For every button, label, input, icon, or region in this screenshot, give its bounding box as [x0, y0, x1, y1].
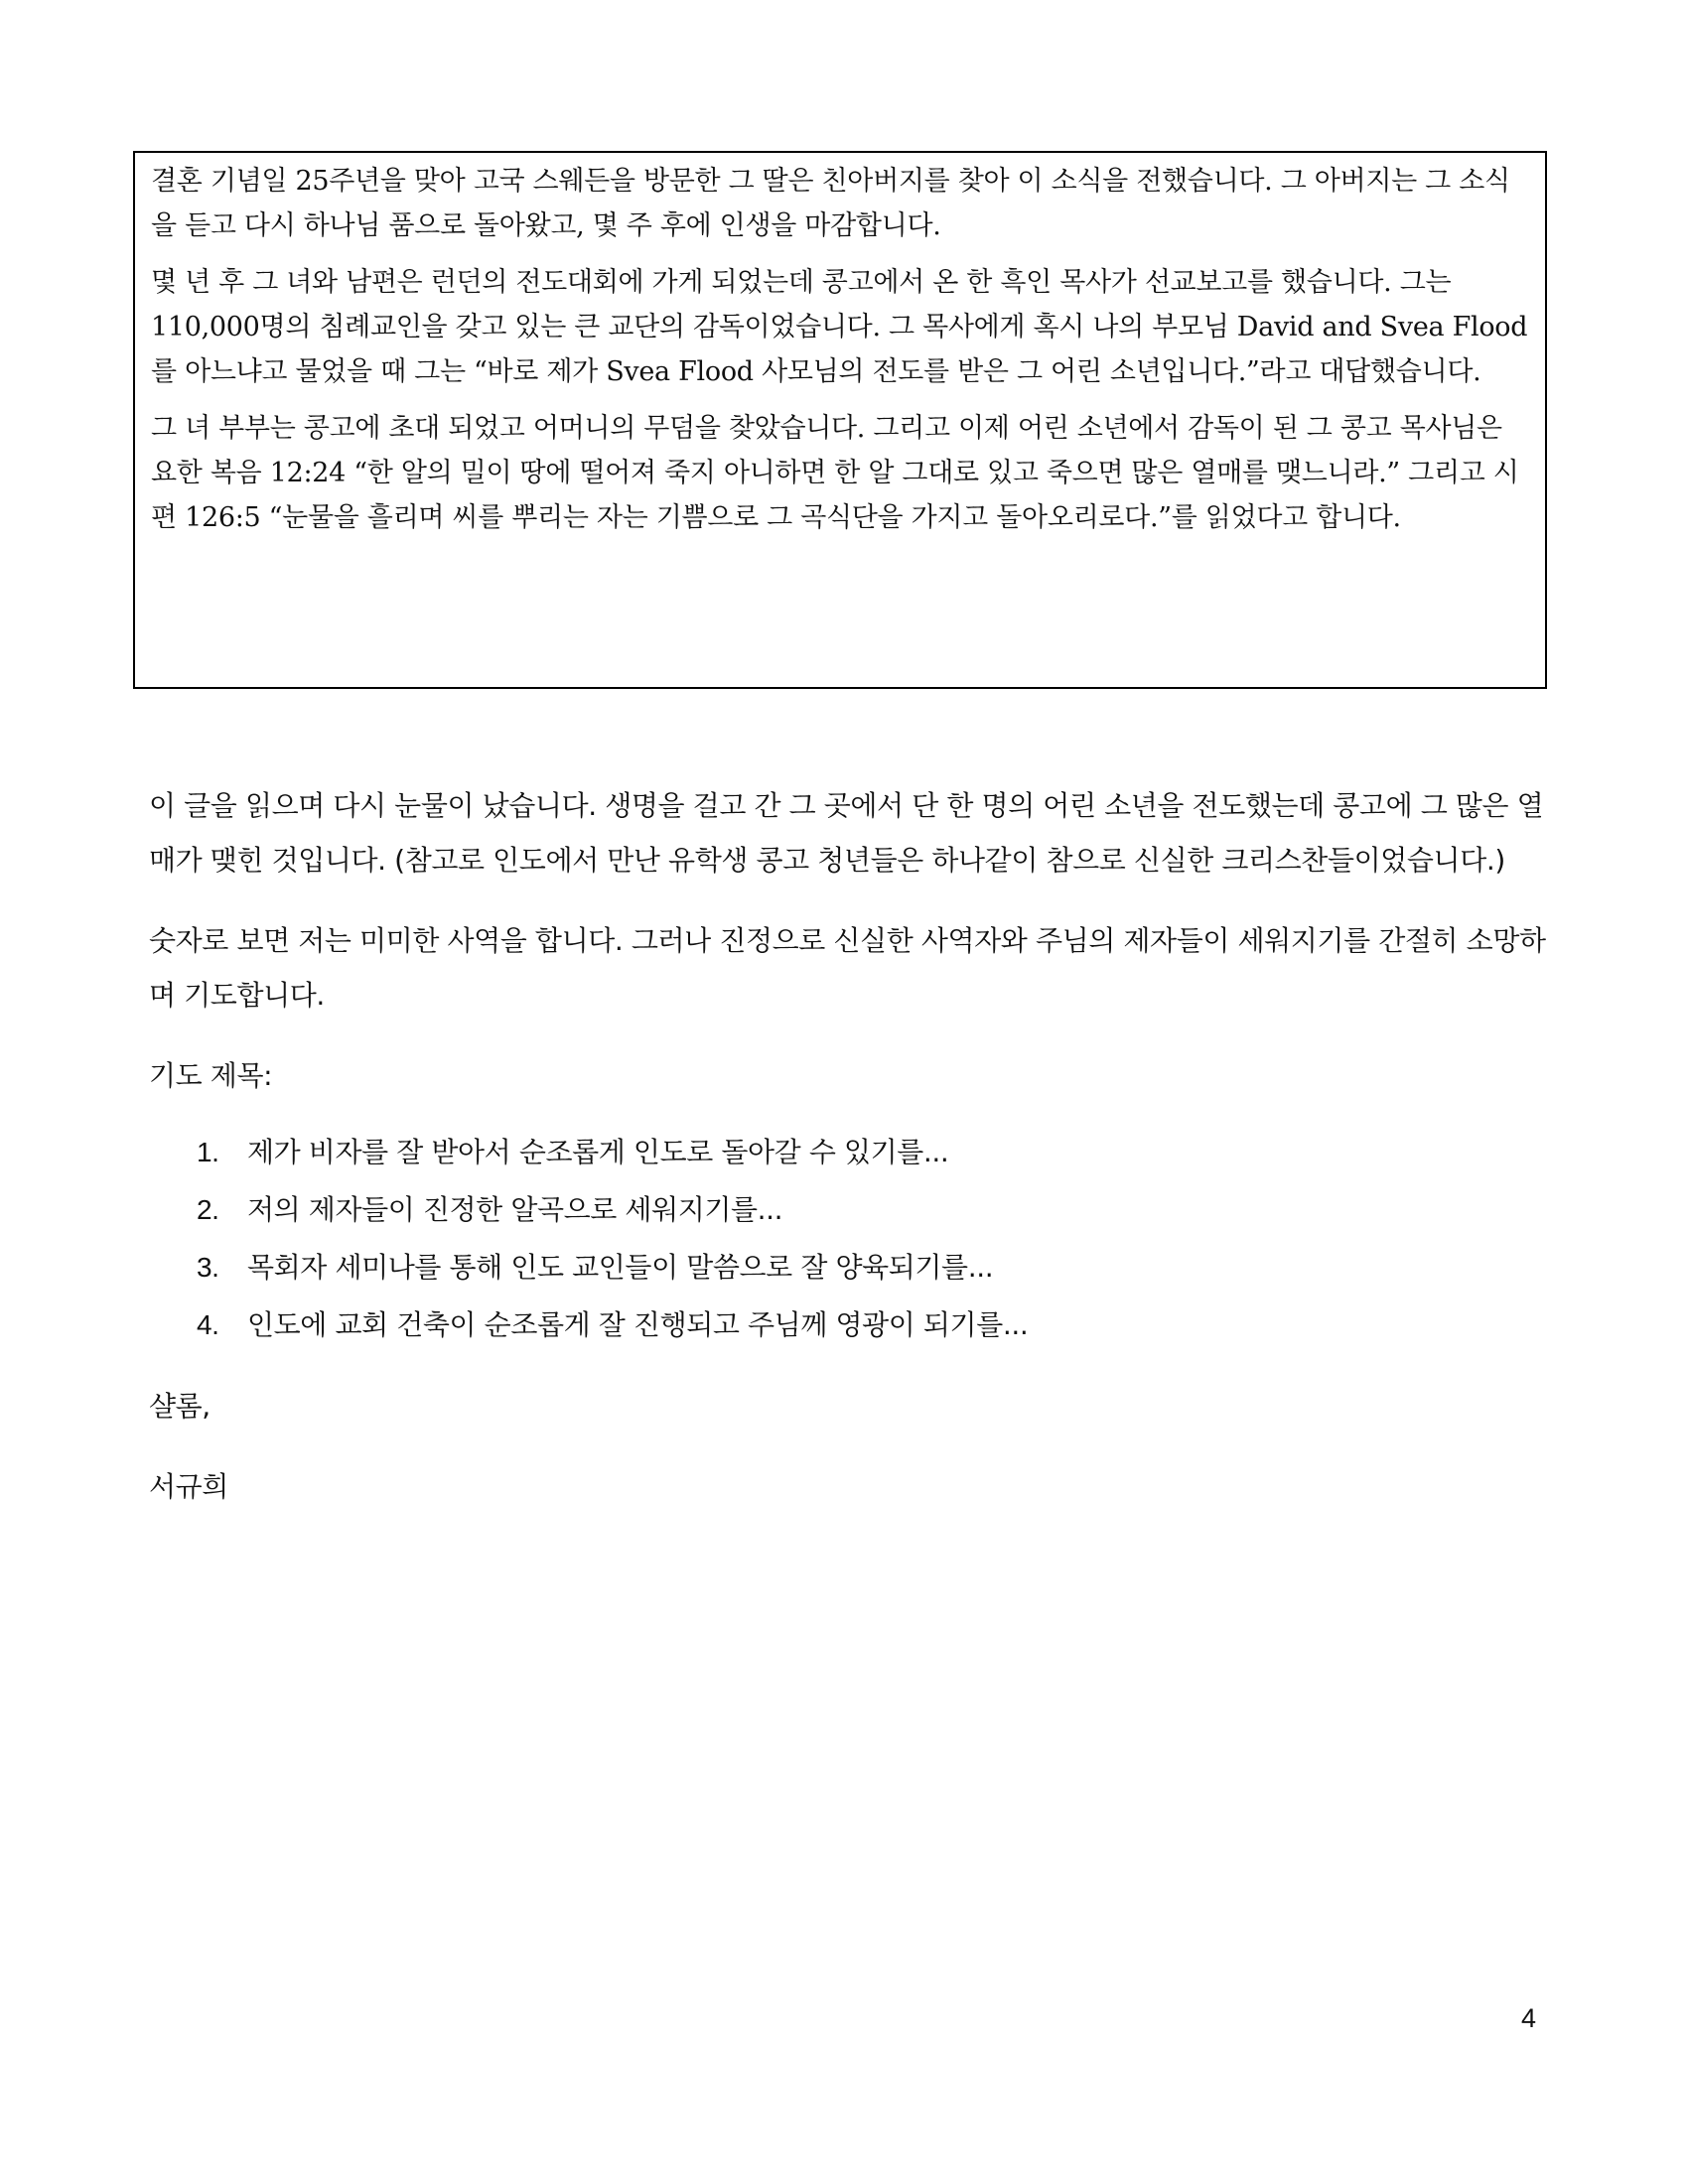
prayer-item-number: 3.	[197, 1251, 219, 1283]
closing-greeting: 샬롬,	[149, 1390, 211, 1423]
prayer-item	[149, 1123, 1559, 1180]
quote-box	[133, 151, 1547, 689]
prayer-list	[149, 1123, 1559, 1353]
prayer-item-number: 2.	[197, 1193, 219, 1225]
letter-body	[149, 778, 1559, 1540]
prayer-item	[149, 1296, 1559, 1353]
prayer-item-text: 목회자 세미나를 통해 인도 교인들이 말씀으로 잘 양육되기를...	[247, 1250, 994, 1284]
page-number: 4	[1521, 2003, 1537, 2033]
prayer-item	[149, 1180, 1559, 1238]
body-paragraph: 숫자로 보면 저는 미미한 사역을 합니다. 그러나 진정으로 신실한 사역자와 주님의 제자들이 세워지기를 간절히 소망하며 기도합니다.	[149, 924, 1546, 1012]
prayer-heading: 기도 제목:	[149, 1059, 273, 1092]
prayer-item-text: 인도에 교회 건축이 순조롭게 잘 진행되고 주님께 영광이 되기를...	[247, 1307, 1029, 1341]
quote-paragraph: 몇 년 후 그 녀와 남편은 런던의 전도대회에 가게 되었는데 콩고에서 온 한 흑인 목사가 선교보고를 했습니다. 그는 110,000명의 침례교인을 갖고 있는 큰 교단의 감독이었습니다. 그 목사에게 혹시 나의 부모님 David and Svea Flood를 아느냐고 물었을 때 그는 “바로 제가 Svea Flood 사모님의 전도를 받은 그 어린 소년입니다.”라고 대답했습니다.	[151, 267, 1528, 387]
prayer-item-text: 저의 제자들이 진정한 알곡으로 세워지기를...	[247, 1192, 783, 1226]
prayer-item	[149, 1238, 1559, 1296]
quote-paragraph: 결혼 기념일 25주년을 맞아 고국 스웨든을 방문한 그 딸은 친아버지를 찾아 이 소식을 전했습니다. 그 아버지는 그 소식을 듣고 다시 하나님 품으로 돌아왔고, 몇 주 후에 인생을 마감합니다.	[151, 166, 1510, 241]
prayer-item-text: 제가 비자를 잘 받아서 순조롭게 인도로 돌아갈 수 있기를...	[247, 1135, 949, 1168]
prayer-item-number: 1.	[197, 1136, 219, 1167]
signature: 서규희	[149, 1470, 228, 1503]
prayer-item-number: 4.	[197, 1308, 219, 1340]
quote-paragraph: 그 녀 부부는 콩고에 초대 되었고 어머니의 무덤을 찾았습니다. 그리고 이제 어린 소년에서 감독이 된 그 콩고 목사님은 요한 복음 12:24 “한 알의 밀이 땅에 떨어져 죽지 아니하면 한 알 그대로 있고 죽으면 많은 열매를 맺느니라.” 그리고 시편 126:5 “눈물을 흘리며 씨를 뿌리는 자는 기쁨으로 그 곡식단을 가지고 돌아오리로다.”를 읽었다고 합니다.	[151, 413, 1519, 533]
body-paragraph: 이 글을 읽으며 다시 눈물이 났습니다. 생명을 걸고 간 그 곳에서 단 한 명의 어린 소년을 전도했는데 콩고에 그 많은 열매가 맺힌 것입니다. (참고로 인도에서 만난 유학생 콩고 청년들은 하나같이 참으로 신실한 크리스찬들이었습니다.)	[149, 789, 1544, 877]
